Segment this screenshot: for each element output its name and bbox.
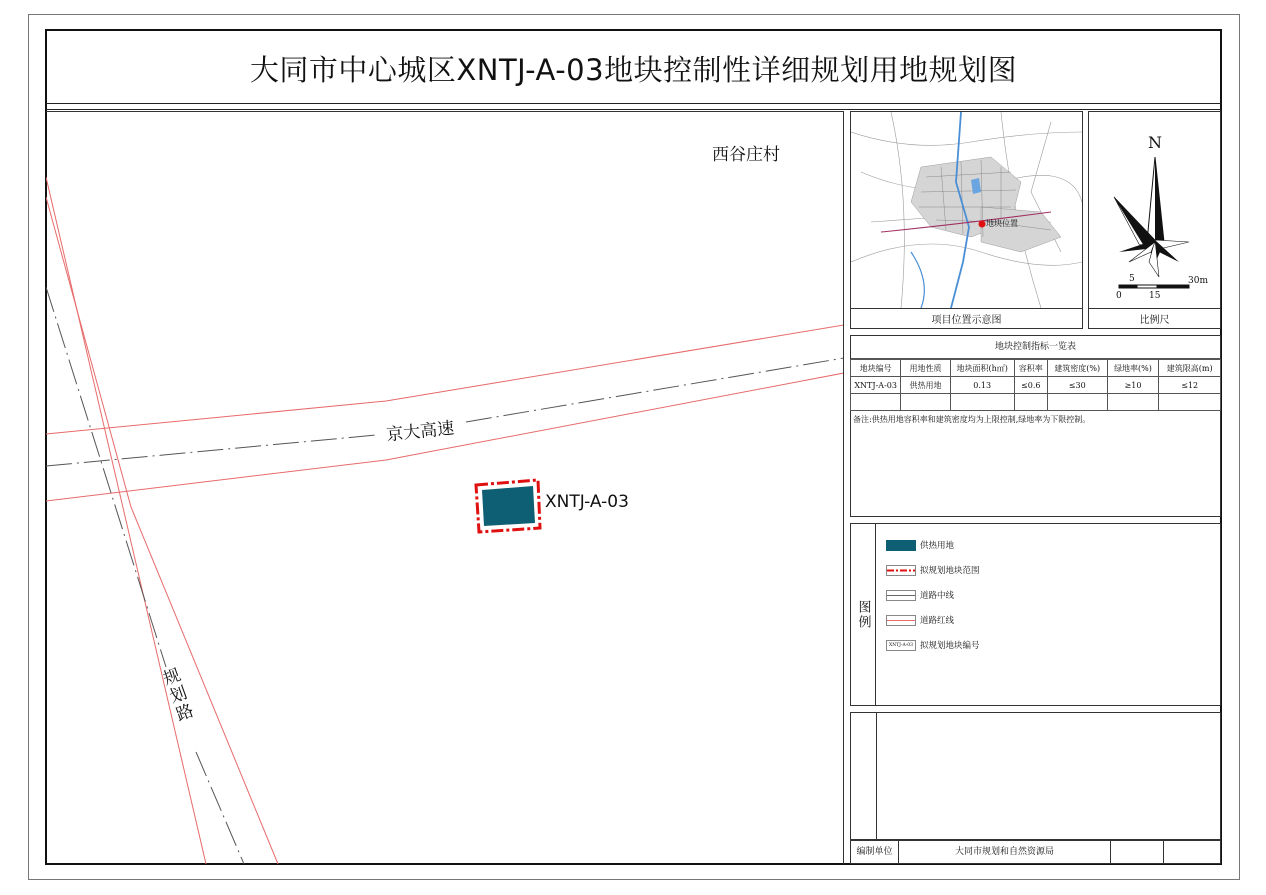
label-swatch-text: XNTJ-A-03 [889,642,913,648]
info-panel-divider [876,713,877,839]
legend-item-parcel-code [886,638,980,652]
table-header-row [851,360,1221,377]
table-header: 建筑限高(m) [1159,360,1221,377]
legend-label: 拟规划地块编号 [920,641,980,651]
legend-item-heating-land [886,538,954,552]
road-centerline [46,287,244,864]
road-redline-west [46,177,206,864]
parcel-label: XNTJ-A-03 [545,492,629,512]
location-map-caption: 项目位置示意图 [931,315,1002,326]
legend-label: 道路中线 [920,591,955,601]
legend-item-redline [886,613,954,627]
scale-label-30m: 30m [1188,276,1208,286]
index-table [850,359,1221,411]
footer-empty-cell [1164,841,1220,863]
legend-title-col [851,524,876,705]
table-cell: XNTJ-A-03 [851,377,901,394]
centerline-swatch-icon [886,590,916,601]
map-area [46,111,844,864]
highway-label: 京大高速 [385,418,456,446]
compass-panel [1088,111,1221,329]
table-header: 用地性质 [901,360,950,377]
map-canvas [46,112,844,864]
scale-bar [1119,285,1189,288]
table-cell: 0.13 [950,377,1014,394]
table-header: 地块编号 [851,360,901,377]
table-header: 容积率 [1014,360,1047,377]
footer-unit-label: 编制单位 [851,841,899,863]
highway-centerline [46,358,844,466]
map-title: 大同市中心城区XNTJ-A-03地块控制性详细规划用地规划图 [249,52,1018,87]
location-map-panel [850,111,1083,329]
scale-caption: 比例尺 [1139,315,1170,326]
location-marker-label: 地块位置 [986,219,1018,228]
index-table-title: 地块控制指标一览表 [851,336,1220,359]
scale-label-15: 15 [1149,291,1161,301]
parcel-fill [482,486,535,526]
legend-label: 供热用地 [920,541,955,551]
legend-label: 道路红线 [920,616,955,626]
title-divider [46,103,1221,104]
legend-item-boundary [886,563,980,577]
village-label: 西谷庄村 [712,145,780,165]
table-row [851,377,1221,394]
scale-label-5: 5 [1129,274,1135,284]
parcel-fill-swatch-icon [886,540,916,551]
legend-item-centerline [886,588,954,602]
location-marker-icon [979,221,986,228]
location-map-canvas [851,112,1082,308]
scale-label-0: 0 [1116,291,1122,301]
table-cell: ≥10 [1107,377,1159,394]
dash-dot-boundary-swatch-icon [886,565,916,576]
table-header: 地块面积(h㎡) [950,360,1014,377]
scale-caption-box [1089,308,1220,328]
table-cell: ≤0.6 [1014,377,1047,394]
legend-title: 图例 [855,599,871,630]
table-cell: 供热用地 [901,377,950,394]
footer-empty-cell [1111,841,1164,863]
table-header: 绿地率(%) [1107,360,1159,377]
table-empty-row [851,394,1221,411]
road-label: 规划路 [156,665,196,726]
index-table-note: 备注:供热用地容积率和建筑密度均为上限控制,绿地率为下限控制。 [853,415,1091,424]
red-line-swatch-icon [886,615,916,626]
label-swatch-icon [886,640,916,651]
legend-label: 拟规划地块范围 [920,566,980,576]
table-cell: ≤30 [1047,377,1107,394]
table-cell: ≤12 [1159,377,1221,394]
location-map-caption-box [851,308,1082,328]
footer-row [850,840,1221,864]
footer-unit-value: 大同市规划和自然资源局 [899,841,1111,863]
north-label: N [1148,133,1162,152]
table-header: 建筑密度(%) [1047,360,1107,377]
compass-rose-icon [1114,157,1189,277]
info-panel [850,712,1221,840]
index-table-panel [850,335,1221,517]
road-redline-east [46,197,278,864]
title-divider-2 [46,109,1221,110]
